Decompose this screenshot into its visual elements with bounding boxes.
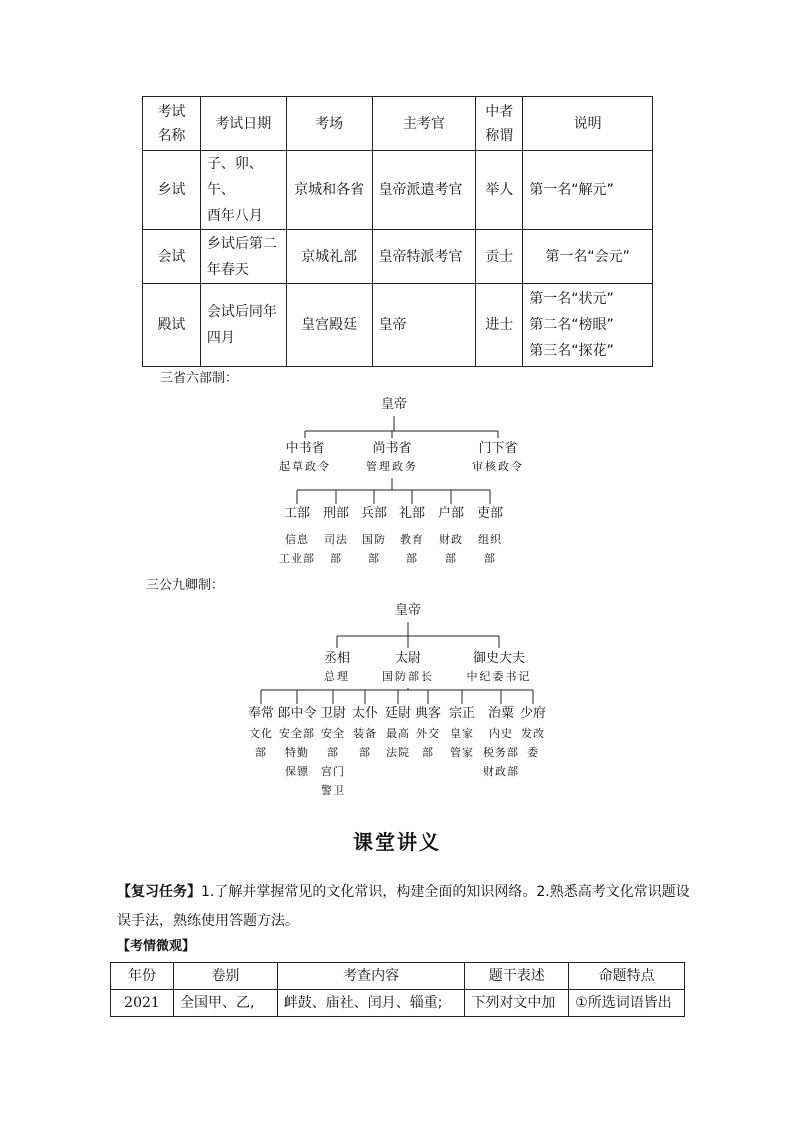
exam-micro-row: [111, 990, 685, 1017]
exam-cell: 会试后同年 四月: [200, 284, 286, 367]
exam-cell: 举人: [476, 151, 523, 230]
exam-micro-header-cell: 题干表述: [465, 963, 569, 990]
org-node-desc: 财政 部: [438, 533, 463, 565]
exam-cell: 第一名“会元”: [523, 230, 653, 284]
exam-micro-header-cell: 年份: [111, 963, 174, 990]
org-node-desc: 管理政务: [366, 460, 418, 473]
exam-micro-header-cell: 卷别: [173, 963, 277, 990]
org-level2-node: [248, 706, 274, 762]
exam-micro-table: [110, 962, 685, 1017]
org-level2-node: [277, 706, 316, 781]
exam-micro-cell: 下列对文中加: [465, 990, 569, 1017]
sansheng-label: 三省六部制：: [160, 371, 239, 386]
sangong-label: 三公九卿制：: [146, 578, 225, 593]
org-node-desc: 中纪委书记: [466, 670, 532, 683]
exam-header-cell: 考试 名称: [143, 97, 201, 151]
exam-micro-header: [111, 963, 685, 990]
exam-cell: 第一名“解元”: [523, 151, 653, 230]
exam-cell: 会试: [143, 230, 201, 284]
org-node-name: 治粟: [487, 706, 514, 721]
exam-micro-cell: 2021: [111, 990, 174, 1017]
org-level1-node: [324, 650, 350, 685]
org-node-name: 典客: [414, 706, 442, 721]
exam-cell: 皇帝: [372, 284, 476, 367]
org-node-name: 奉常: [247, 706, 275, 721]
org-node-name: 御史大夫: [472, 651, 525, 666]
exam-header-cell: 主考官: [372, 97, 476, 151]
org-node-desc: 起草政令: [279, 460, 331, 473]
org-node-name: 刑部: [322, 506, 350, 521]
org-node-name: 宗正: [448, 706, 476, 721]
org-level2-node: [449, 706, 475, 762]
org-node-desc: 内史 税务部 财政部: [483, 727, 519, 778]
section-title: 课堂讲义: [353, 830, 441, 854]
exam-cell: 第一名“状元” 第二名“榜眼” 第三名“探花”: [523, 284, 653, 367]
org-node-name: 吏部: [476, 506, 504, 521]
org-node-desc: 国防 部: [361, 533, 386, 565]
exam-cell: 京城礼部: [286, 230, 372, 284]
exam-micro-cell: 衅鼓、庙社、闰月、辎重;: [277, 990, 465, 1017]
exam-cell: 乡试后第二 年春天: [200, 230, 286, 284]
org-level2-node: [415, 706, 441, 762]
org-level2-node: [520, 706, 546, 762]
org-level2-node: [352, 706, 378, 762]
org-node-desc: 教育 部: [399, 533, 424, 565]
org-node-name: 太仆: [351, 706, 379, 721]
exam-micro-header-cell: 考查内容: [277, 963, 465, 990]
org-node-name: 丞相: [323, 651, 351, 666]
org-node-name: 尚书省: [372, 441, 412, 456]
org-node-name: 工部: [283, 506, 310, 521]
org-level1-node: [382, 650, 434, 685]
exam-micro-cell: ①所选词语皆出: [569, 990, 685, 1017]
org-level2-node: [385, 706, 411, 762]
review-task-tag: 【复习任务】: [117, 884, 201, 900]
exam-cell: 殿试: [143, 284, 201, 367]
org-node-desc: 文化 部: [248, 727, 273, 759]
org-node-name: 廷尉: [384, 706, 412, 721]
org-root: [395, 602, 421, 620]
exam-header-cell: 考试日期: [200, 97, 286, 151]
org-node-desc: 发改 委: [520, 727, 545, 759]
review-task: [117, 878, 692, 936]
org-node-desc: 安全 部 宫门 警卫: [320, 727, 345, 797]
exam-cell: 进士: [476, 284, 523, 367]
org-root-name: 皇帝: [380, 397, 408, 412]
org-node-desc: 审核政令: [472, 460, 524, 473]
org-root-name: 皇帝: [394, 603, 422, 618]
exam-micro-header-cell: 命题特点: [569, 963, 685, 990]
exam-header-cell: 中者 称谓: [476, 97, 523, 151]
org-node-desc: 国防部长: [382, 670, 434, 683]
exam-cell: 京城和各省: [286, 151, 372, 230]
org-node-desc: 安全部 特勤 保镖: [278, 727, 315, 778]
org-node-desc: 外交 部: [415, 727, 440, 759]
org-node-desc: 皇家 管家: [449, 727, 474, 759]
org-node-name: 礼部: [398, 506, 426, 521]
org-node-name: 卫尉: [319, 706, 347, 721]
exam-cell: 皇宫殿廷: [286, 284, 372, 367]
org-level2-node: [483, 706, 519, 781]
org-node-desc: 最高 法院: [385, 727, 410, 759]
exam-header-cell: 说明: [523, 97, 653, 151]
review-task-text: 1.了解并掌握常见的文化常识，构建全面的知识网络。2.熟悉高考文化常识题设误手法，熟练使用答题方法。: [117, 884, 690, 929]
exam-cell: 子、卯、午、 酉年八月: [200, 151, 286, 230]
org-node-name: 户部: [437, 506, 465, 521]
org-node-name: 郎中令: [277, 706, 317, 721]
exam-micro-tag: 【考情微观】: [117, 939, 196, 954]
exam-cell: 皇帝特派考官: [372, 230, 476, 284]
org-level2-node: [320, 706, 346, 800]
org-node-desc: 组织 部: [477, 533, 502, 565]
org-node-name: 少府: [519, 706, 547, 721]
exam-cell: 皇帝派遣考官: [372, 151, 476, 230]
exam-micro-cell: 全国甲、乙,: [173, 990, 277, 1017]
exam-cell: 贡士: [476, 230, 523, 284]
org-node-desc: 司法 部: [323, 533, 348, 565]
exam-cell: 乡试: [143, 151, 201, 230]
org-level1-node: [467, 650, 532, 685]
org-node-name: 门下省: [478, 441, 518, 456]
org-node-desc: 总理: [323, 670, 350, 683]
exam-header-cell: 考场: [286, 97, 372, 151]
org-node-desc: 装备 部: [352, 727, 377, 759]
org-node-name: 太尉: [394, 651, 421, 666]
org-node-name: 兵部: [360, 506, 388, 521]
org-node-desc: 信息 工业部: [279, 533, 315, 565]
org-node-name: 中书省: [285, 441, 325, 456]
